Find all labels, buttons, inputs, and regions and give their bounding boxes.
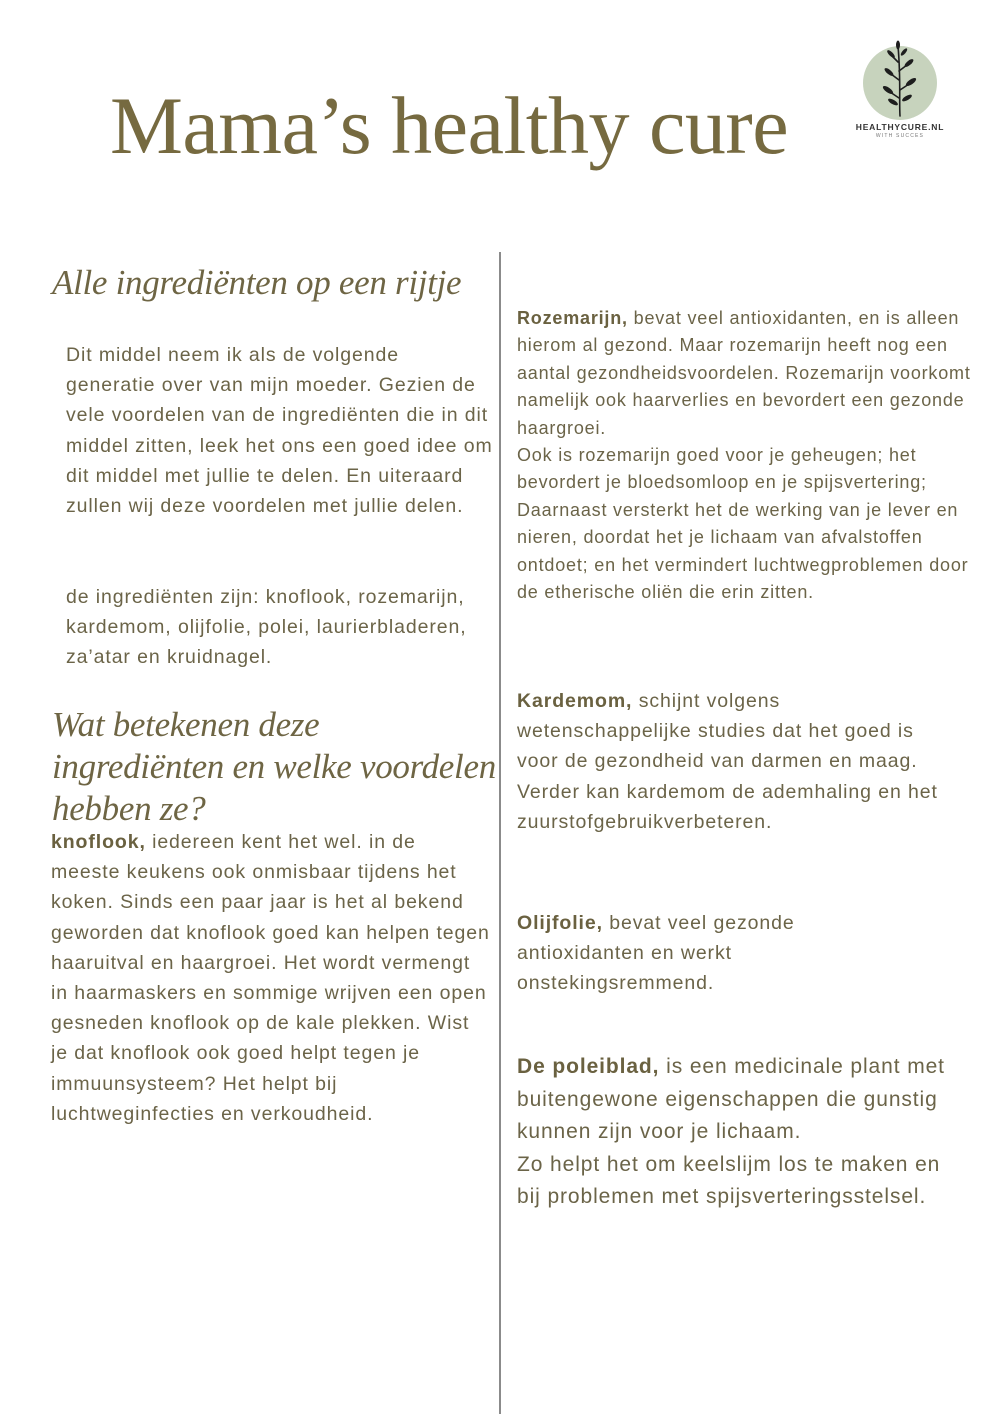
logo-tagline: WITH SUCCES (875, 133, 925, 139)
poleiblad-name: De poleiblad, (517, 1055, 660, 1078)
rozemarijn-paragraph (517, 305, 982, 606)
knoflook-name: knoflook, (51, 831, 146, 853)
rozemarijn-text-2: Ook is rozemarijn goed voor je geheugen; het bevordert je bloedsomloop en je spijsvertering; Daarnaast versterkt het de werking van je lever en nieren, doordat het je lichaam van afvalstoffen ontdoet; en het vermindert luchtwegproblemen door de etherische oliën die erin zitten. (517, 445, 969, 603)
heading-benefits: Wat betekenen deze ingrediënten en welke voordelen hebben ze? (52, 705, 496, 828)
intro-paragraph: Dit middel neem ik als de volgende generatie over van mijn moeder. Gezien de vele voordelen van de ingrediënten die in dit middel zitten, leek het ons een goed idee om dit middel met jullie te delen. En uiteraard zullen wij deze voordelen met jullie delen. (66, 344, 493, 518)
ingredients-list: de ingrediënten zijn: knoflook, rozemarijn, kardemom, olijfolie, polei, laurierbladeren, za’atar en kruidnagel. (66, 586, 467, 669)
page-title: Mama’s healthy cure (110, 80, 789, 171)
kardemom-text: schijnt volgens wetenschappelijke studies dat het goed is voor de gezondheid van darmen en maag. Verder kan kardemom de ademhaling en het zuurstofgebruikverbeteren. (517, 690, 938, 833)
heading-ingredients: Alle ingrediënten op een rijtje (52, 263, 462, 302)
olijfolie-name: Olijfolie, (517, 912, 603, 934)
poleiblad-text-2: Zo helpt het om keelslijm los te maken en bij problemen met spijsverteringsstelsel. (517, 1152, 941, 1208)
kardemom-name: Kardemom, (517, 690, 633, 712)
leaf-branch-icon (860, 40, 940, 120)
column-divider (499, 252, 501, 1414)
knoflook-paragraph (51, 827, 491, 1129)
olijfolie-text: bevat veel gezonde antioxidanten en werkt onstekingsremmend. (517, 912, 795, 995)
kardemom-paragraph (517, 686, 947, 837)
logo-name: HEALTHYCURE.NL (855, 122, 945, 132)
poleiblad-paragraph (517, 1051, 957, 1214)
olijfolie-paragraph (517, 908, 847, 999)
rozemarijn-text: bevat veel antioxidanten, en is alleen hierom al gezond. Maar rozemarijn heeft nog een aantal gezondheidsvoordelen. Rozemarijn voorkomt namelijk ook haarverlies en bevordert een gezonde haargroei. (517, 308, 971, 438)
knoflook-text: iedereen kent het wel. in de meeste keukens ook onmisbaar tijdens het koken. Sinds een paar jaar is het al bekend geworden dat knoflook goed kan helpen tegen haaruitval en haargroei. Het wordt vermengt in haarmaskers en sommige wrijven een open gesneden knoflook op de kale plekken. Wist je dat knoflook ook goed helpt tegen je immuunsysteem? Het helpt bij luchtweginfecties en verkoudheid. (51, 831, 490, 1125)
logo (848, 40, 952, 160)
poleiblad-text: is een medicinale plant met buitengewone eigenschappen die gunstig kunnen zijn voor je lichaam. (517, 1055, 945, 1143)
rozemarijn-name: Rozemarijn, (517, 308, 628, 328)
